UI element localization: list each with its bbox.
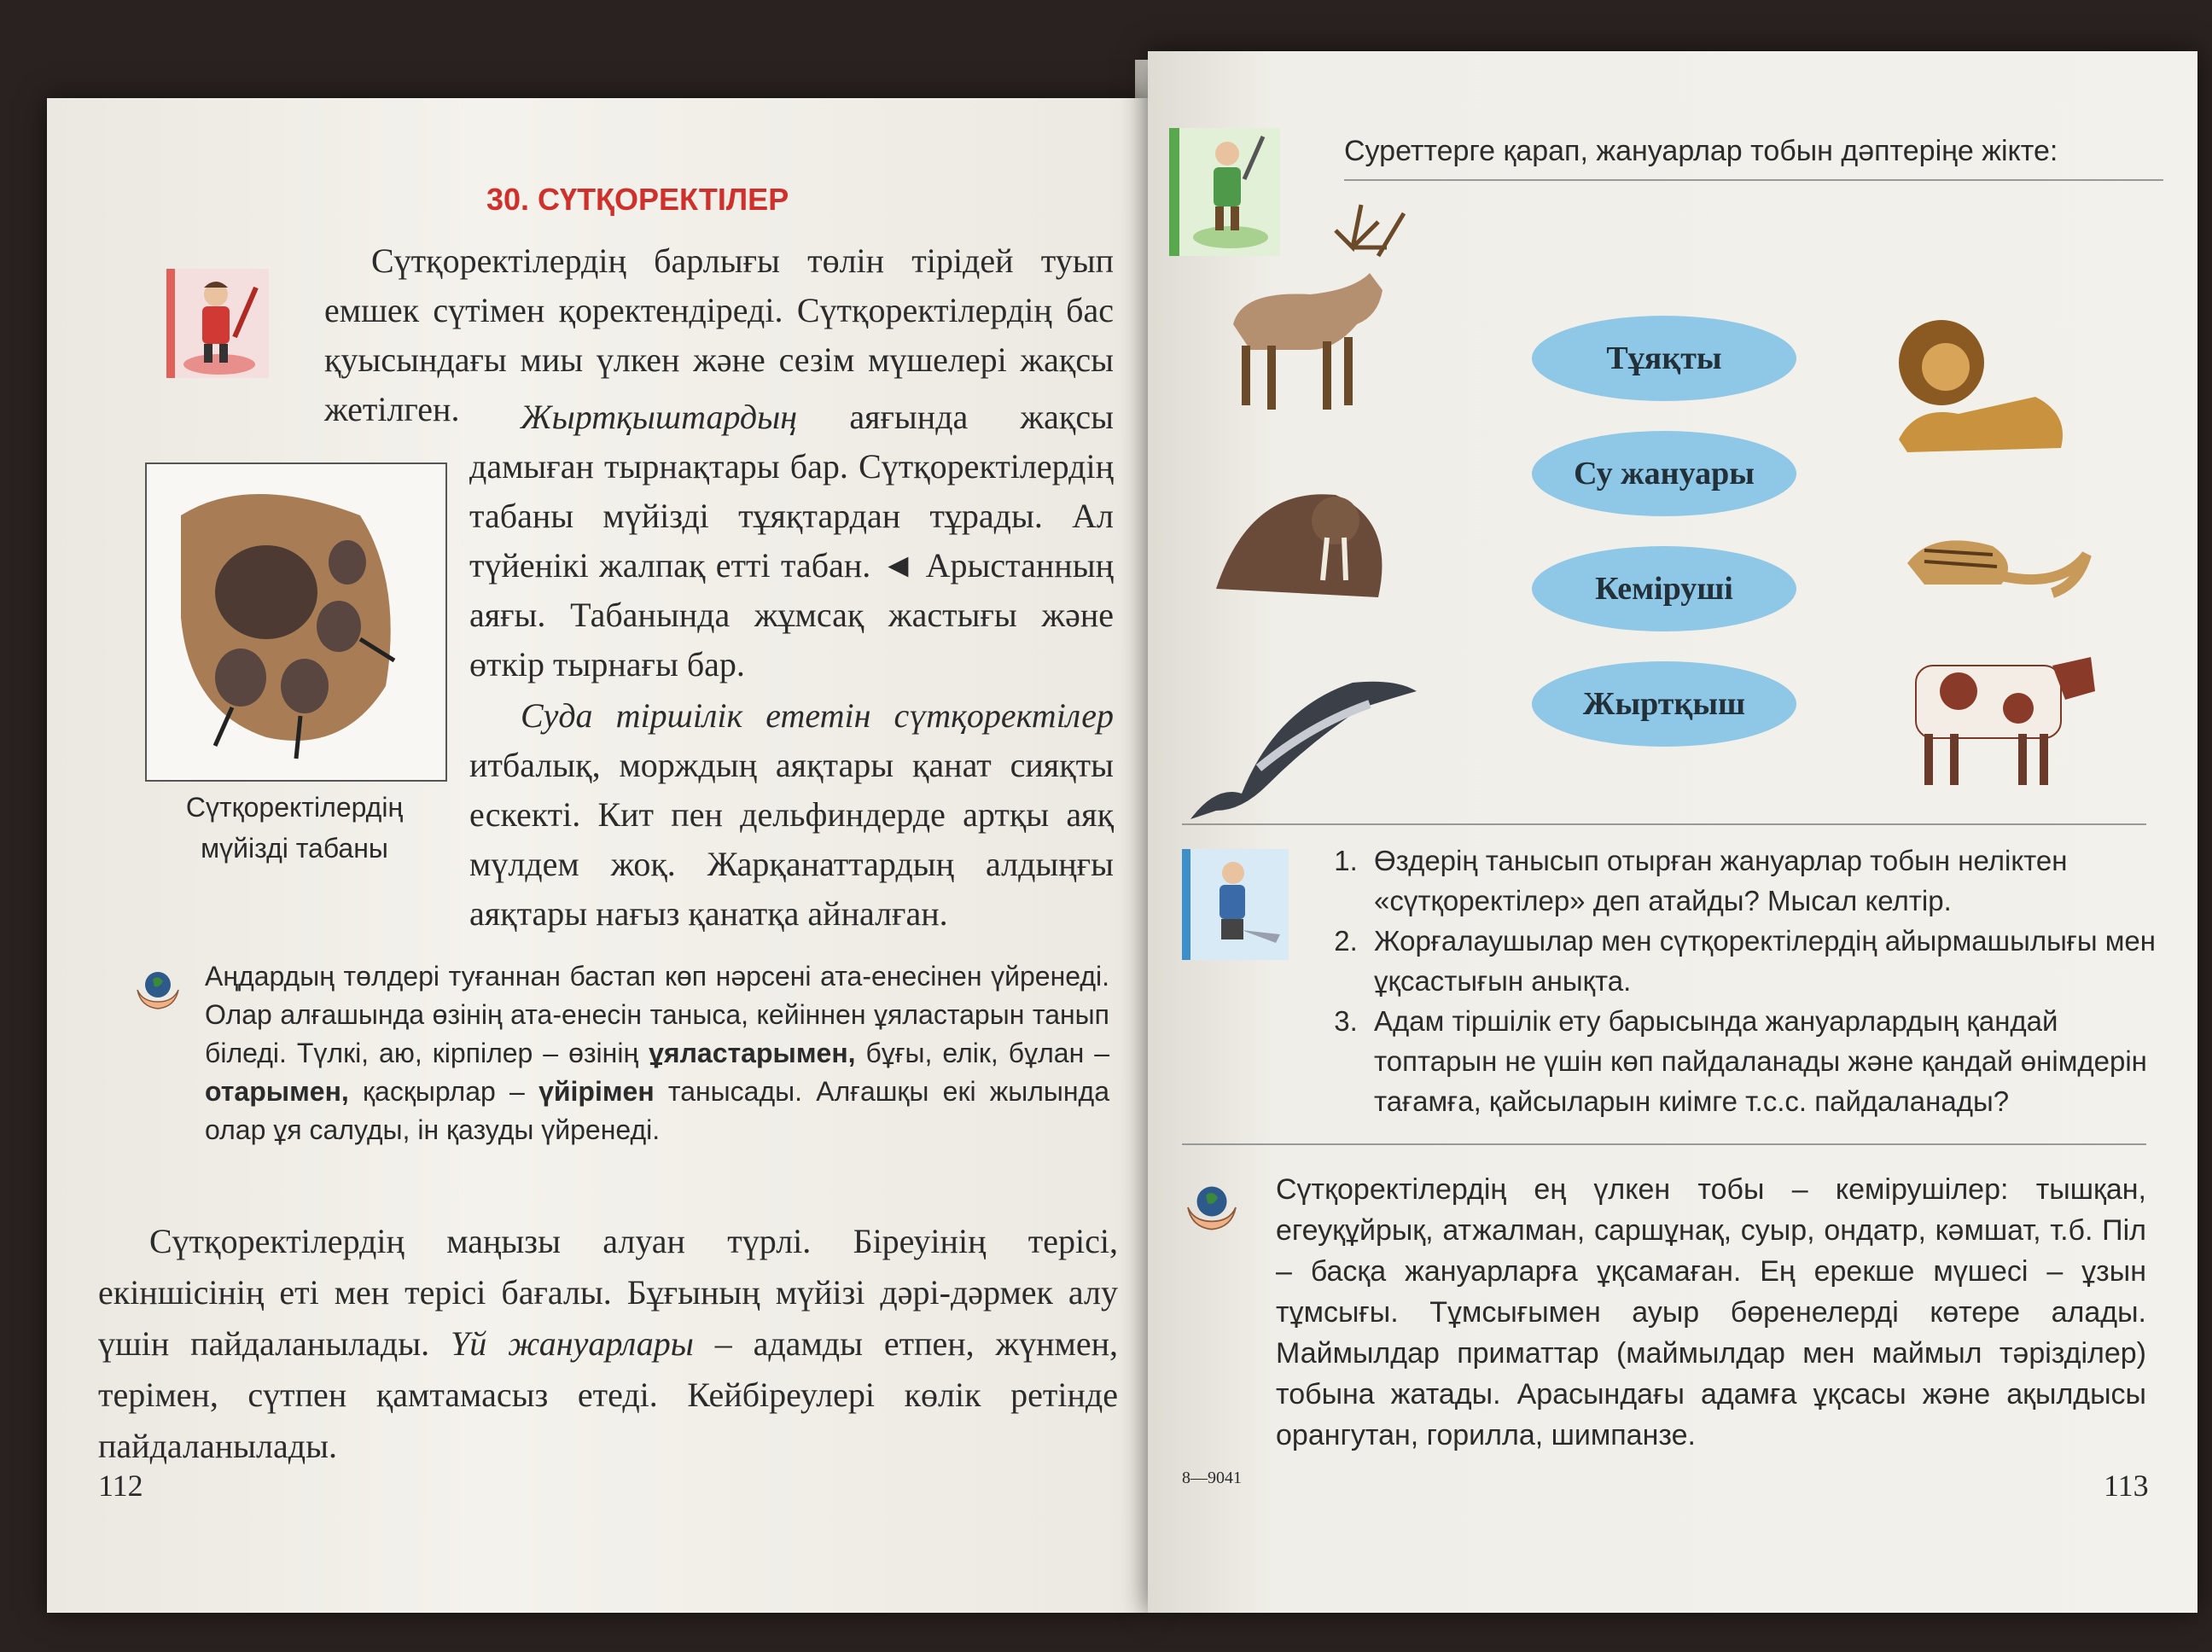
question-item: 3. Адам тіршілік ету барысында жануарлардың қандай топтарын не үшін көп пайдаланады және қандай өнімдерін тағамға, қайсыларын киімге т.с.с. пайдаланады?: [1365, 1001, 2176, 1121]
lion-picture: [1882, 303, 2078, 457]
walrus-picture: [1199, 469, 1404, 614]
intro-paragraph: Сүтқоректілердің барлығы төлін тірідей туып емшек сүтімен қоректендіреді. Сүтқоректілердің бас қуысындағы миы үлкен және сезім мүшелері жақсы жетілген.: [324, 241, 1114, 428]
note-text: танысады. Алғашқы екі жылында олар ұя салуды, ін қазуды үйренеді.: [205, 1076, 1110, 1145]
section-divider: [1182, 1143, 2146, 1145]
group-ungulate: Тұяқты: [1532, 316, 1796, 401]
section-divider: [1182, 823, 2146, 825]
task-instruction: Суреттерге қарап, жануарлар тобын дәптеріңе жікте:: [1344, 135, 2058, 167]
note-text: бұғы, елік, бұлан –: [855, 1038, 1110, 1068]
predators-term: Жыртқыштардың: [521, 398, 798, 436]
note-text: қасқырлар –: [348, 1076, 539, 1107]
paw-caption: [141, 787, 448, 869]
bottom-text: Сүтқоректілердің маңызы алуан түрлі. Біреуінің терісі, екіншісінің еті мен терісі бағалы. Бұғының мүйізі дәрі-дәрмек алу үшін пайдаланылады.: [98, 1222, 1118, 1363]
rodents-note: Сүтқоректілердің ең үлкен тобы – кемірушілер: тышқан, егеуқұйрық, атжалман, саршұнақ, суыр, ондатр, кәмшат, т.б. Піл – басқа жануарларға ұқсамаған. Ең ерекше мүшесі – ұзын тұмсығы. Тұмсығымен ауыр бөренелерді көтере алады. Маймылдар приматтар (маймылдар мен маймыл тәрізділер) тобына жатады. Арасындағы адамға ұқсасы және ақылдысы орангутан, горилла, шимпанзе.: [1276, 1173, 2146, 1451]
globe-hands-icon: [1182, 1178, 1242, 1237]
paw-caption-line: мүйізді табаны: [201, 833, 388, 864]
right-page: [1148, 51, 2197, 1613]
globe-hands-icon: [132, 964, 183, 1015]
note-text: Аңдардың төлдері туғаннан бастап көп нәрсені ата-енесінен үйренеді. Олар алғашында өзінің ата-енесін таныса, кейіннен ұяластарын танып біледі. Түлкі, аю, кірпілер – өзінің: [205, 961, 1109, 1068]
aquatic-text: итбалық, морждың аяқтары қанат сияқты ескекті. Кит пен дельфиндерде артқы аяқ мүлдем жоқ. Жарқанаттардың алдыңғы аяқтары нағыз қанатқа айналған.: [469, 746, 1114, 933]
bottom-paragraph: [98, 1216, 1118, 1472]
question-item: 1. Өздерің танысып отырған жануарлар тобын неліктен «сүтқоректілер» деп атайды? Мысал келтір.: [1365, 841, 2176, 921]
note-bold: үйірімен: [538, 1076, 655, 1107]
left-page: [47, 98, 1148, 1613]
group-rodent: Кеміруші: [1532, 546, 1796, 631]
reading-child-icon: [166, 269, 269, 378]
bottom-text: – адамды етпен, жүнмен, терімен, сүтпен қамтамасыз етеді. Кейбіреулері көлік ретінде пайдаланылады.: [98, 1324, 1119, 1465]
page-number: 113: [2104, 1469, 2149, 1503]
print-code: 8—9041: [1182, 1469, 1242, 1487]
note-paragraph: [205, 957, 1109, 1149]
bottom-term: Үй жануарлары: [451, 1324, 694, 1363]
dolphin-picture: [1182, 657, 1421, 828]
question-item: 2. Жорғалаушылар мен сүтқоректілердің айырмашылығы мен ұқсастығын анықта.: [1365, 921, 2176, 1001]
group-aquatic: Су жануары: [1532, 431, 1796, 516]
predators-text: аяғында жақсы дамыған тырнақтары бар. Сүтқоректілердің табаны мүйізді тұяқтардан тұрады. Ал түйенікі жалпақ етті табан. ◄ Арыстанның аяғы. Табанында жұмсақ жастығы және өткір тырнағы бар.: [469, 398, 1114, 683]
cow-picture: [1899, 631, 2104, 802]
predators-paragraph: [469, 393, 1114, 689]
note-bold: отарымен,: [205, 1076, 349, 1107]
aquatic-paragraph: [469, 691, 1114, 939]
aquatic-term: Суда тіршілік ететін сүтқоректілер: [521, 696, 1114, 735]
paw-caption-line: Сүтқоректілердің: [185, 792, 404, 823]
thinking-child-icon: [1182, 849, 1289, 960]
page-title: 30. СҮТҚОРЕКТІЛЕР: [486, 182, 789, 217]
group-predator: Жыртқыш: [1532, 661, 1796, 747]
paw-figure: [145, 462, 447, 782]
page-number: 112: [98, 1469, 143, 1503]
reindeer-picture: [1208, 196, 1429, 452]
note-bold: ұяластарымен,: [649, 1038, 856, 1068]
task-underline: [1344, 179, 2163, 181]
chipmunk-picture: [1899, 512, 2095, 606]
questions-list: [1331, 841, 2176, 1121]
